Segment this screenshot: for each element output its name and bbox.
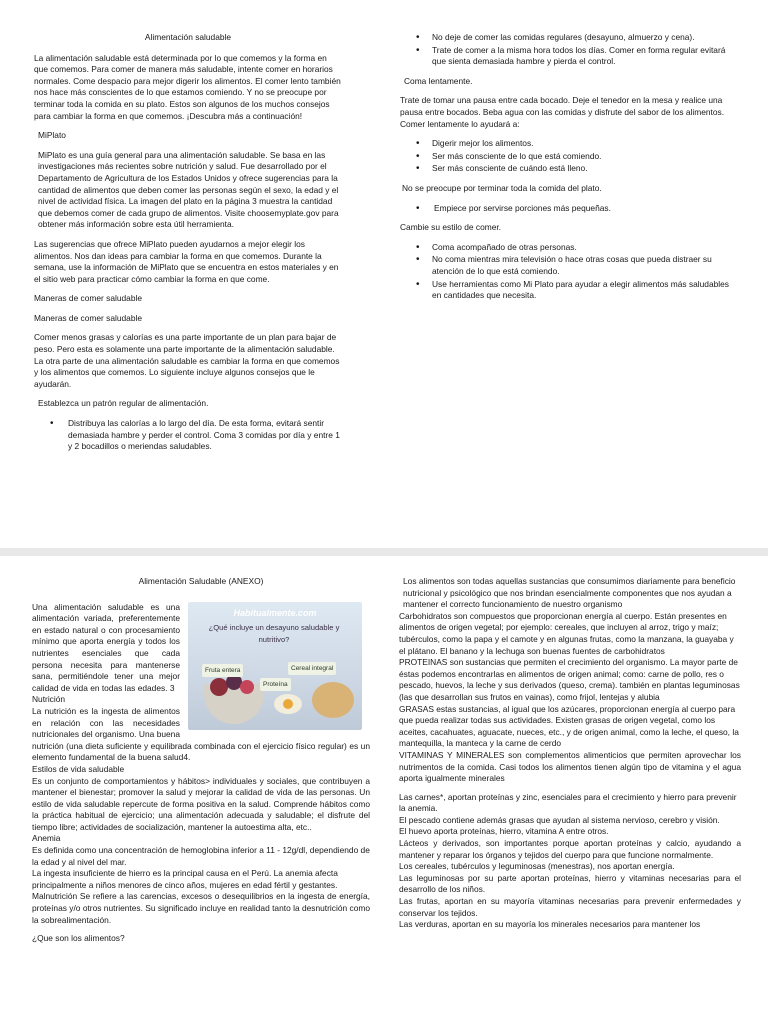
malnutricion-paragraph: Malnutrición Se refiere a las carencias, excesos o desequilibrios en la ingesta de energía, proteínas y/o otros nutrientes. Su significado incluye en realidad tanto la desnutrición como la sobrealimentación. [32,891,370,925]
cereal-shape [312,682,354,718]
plato-heading: No se preocupe por terminar toda la comida del plato. [402,182,602,193]
grasas-paragraph: GRASAS estas sustancias, al igual que los azúcares, proporcionan energía al cuerpo para que pueda realizar todas sus actividades. Existen grasas de origen vegetal, como los aceites, cacahuates, aguacate, nueces, etc., y de origen animal, como la leche, el queso, la mantequilla, la manteca y la carne de cerdo [399,703,739,749]
anemia-heading: Anemia [32,833,61,844]
list-item: • Digerir mejor los alimentos. [400,138,740,150]
list-item: • Trate de comer a la misma hora todos los días. Comer en forma regular evitará que sienta demasiada hambre y pierda el control. [400,45,740,68]
anemia-cause-paragraph: La ingesta insuficiente de hierro es la principal causa en el Perú. La anemia afecta principalmente a niños menores de cinco años, mujeres en edad fértil y gestantes. [32,868,338,890]
left-column [34,32,342,461]
patron-list [34,418,342,453]
breakfast-image [188,602,362,730]
verduras-paragraph: Las verduras, aportan en su mayoría los minerales necesarios para mantener los [399,919,701,930]
list-item: • Use herramientas como Mi Plato para ayudar a elegir alimentos más saludables en cantidades que necesita. [400,279,740,302]
list-item: • Ser más consciente de cuándo está lleno. [400,163,740,175]
plato-list [400,203,740,215]
yolk-shape [283,699,293,709]
pescado-paragraph: El pescado contiene además grasas que ayudan al sistema nervioso, cerebro y visión. [399,814,720,825]
list-item: • No coma mientras mira televisión o hace otras cosas que pueda distraer su atención de lo que está comiendo. [400,254,740,277]
image-brand-text: Habitualmente.com [233,607,317,618]
proteinas-paragraph: PROTEINAS son sustancias que permiten el crecimiento del organismo. La mayor parte de éstas podemos encontrarlas en alimentos de origen animal; como: carne de pollo, res o pescado, huevos, la leche y sus derivados (queso, crema). también en plantas leguminosas (las que desarrollan sus frutos en vainas), como frijol, lentejas y alubia [399,657,740,702]
nutricion-paragraph: La nutrición es la ingesta de alimentos en relación con las necesidades nutricionales del organismo. Una buena nutrición (una dieta suficiente y equilibrada combinada con el ejercicio físico regular) es un elemento fundamental de la buena salud4. [32,705,370,763]
list-item: • Distribuya las calorías a lo largo del día. De esta forma, evitará sentir demasiada hambre y perder el control. Coma 3 comidas por día y entre 1 y 2 bocadillos o meriendas saludables. [34,418,342,453]
image-label-proteina: Proteína [260,678,291,692]
carnes-paragraph: Las carnes*, aportan proteínas y zinc, esenciales para el crecimiento y hierro para prevenir la anemia. [399,791,737,814]
annex-title-main: Alimentación Saludable [138,576,227,586]
document-page-2 [0,556,768,1024]
fruit-shape [240,680,254,694]
miplato-heading: MiPlato [38,130,66,141]
list-item: • Empiece por servirse porciones más pequeñas. [400,203,740,215]
image-question-text: ¿Qué incluye un desayuno saludable y nutritivo? [208,622,340,644]
cereales-paragraph: Los cereales, tubérculos y leguminosas (menestras), nos aportan energía. [399,861,675,872]
list-item: • Coma acompañado de otras personas. [400,242,740,254]
estilo-heading: Cambie su estilo de comer. [400,222,502,233]
estilos-heading: Estilos de vida saludable [32,763,125,774]
carbohidratos-paragraph: Carbohidratos son compuestos que proporcionan energía al cuerpo. Están presentes en alimentos de origen vegetal; por ejemplo: cereales, que incluyen al arroz, trigo y maíz; tubérculos, como la papa y el camote y en algunas frutas, como la manzana, la guayaba y el plátano. El banano y la lechuga son buenas fuentes de carbohidratos [399,610,734,656]
vitaminas-paragraph: VITAMINAS Y MINERALES son complementos alimenticios que permiten aprovechar los nutrimentos de la comida. Casi todos los alimentos tienen algún tipo de vitamina y el agua aporta igualmente minerales [399,749,741,784]
alimentos-paragraph: Los alimentos son todas aquellas sustancias que consumimos diariamente para beneficio nutricional y psicológico que nos brindan esencialmente componentes que nos ayudan a mantener el correcto funcionamiento de nuestro organismo [403,576,736,610]
lento-heading: Coma lentamente. [404,75,473,86]
image-label-cereal: Cereal integral [288,662,336,676]
estilos-paragraph: Es un conjunto de comportamientos y hábitos> individuales y sociales, que contribuyen a mantener el bienestar; promover la salud y mejorar la calidad de vida de las personas. Un estilo de vida saludable repercute de forma positiva en la salud. Comprende hábitos como la práctica habitual de ejercicio; una alimentación adecuada y saludable; el disfrute del tiempo libre; actividades de socialización, mantener la autoestima alta, etc.. [32,775,370,832]
estilo-list [400,242,740,302]
huevo-paragraph: El huevo aporta proteínas, hierro, vitamina A entre otros. [399,826,609,837]
lento-list [400,138,740,175]
right-column [400,32,740,310]
left-column [32,576,370,945]
list-item: • No deje de comer las comidas regulares (desayuno, almuerzo y cena). [400,32,740,44]
intro-paragraph: La alimentación saludable está determinada por lo que comemos y la forma en que comemos. Para comer de manera más saludable, intente comer en horarios normales. Come despacio para mejor digerir los alimentos. El comer lento también nos hace más conscientes de lo que estamos comiendo. Y no se preocupe por terminar toda la comida en su plato. Estos son algunos de los muchos consejos para cambiar la forma en que comemos. ¡Descubra más a continuación! [34,52,341,121]
annex-title [32,576,370,588]
regular-meals-list [400,32,740,68]
annex-title-suffix: (ANEXO) [226,576,264,586]
miplato-suggestions-paragraph: Las sugerencias que ofrece MiPlato pueden ayudarnos a mejor elegir los alimentos. Nos dan ideas para cambiar la forma en que comemos. Durante la semana, use la información de MiPlato que se encuentra en estos materiales y en el sitio web para practicar cómo cambiar la forma en que come. [34,238,339,284]
image-label-fruta: Fruta entera [202,664,243,678]
alimentos-question-heading: ¿Que son los alimentos? [32,933,125,944]
section-heading: Maneras de comer saludable [34,293,143,304]
frutas-paragraph: Las frutas, aportan en su mayoría vitaminas necesarias para prevenir enfermedades y conservar los tejidos. [399,896,741,918]
miplato-paragraph: MiPlato es una guía general para una alimentación saludable. Se basa en las investigaciones más recientes sobre nutrición y salud. Fue desarrollado por el Departamento de Agricultura de los Estados Unidos y ofrece sugerencias para la cantidad de alimentos que deben comer las personas según el sexo, la edad y el nivel de actividad física. La imagen del plato en la página 3 muestra la cantidad que debemos comer de cada grupo de alimentos. Visite choosemyplate.gov para obtener más información sobre esta útil herramienta. [38,149,339,230]
section-heading: Maneras de comer saludable [34,312,143,323]
page-title: Alimentación saludable [144,32,232,42]
lento-paragraph: Trate de tomar una pausa entre cada bocado. Deje el tenedor en la mesa y realice una pausa entre bocados. Beba agua con las comidas y disfrute del sabor de los alimentos. Comer lentamente lo ayudará a: [400,95,725,129]
nutricion-heading: Nutrición [32,694,66,705]
anemia-paragraph: Es definida como una concentración de hemoglobina inferior a 11 - 12g/dl, dependiendo de la edad y al nivel del mar. [32,845,370,867]
right-column [399,576,741,931]
annex-intro: Una alimentación saludable es una alimentación variada, preferentemente en estado natural o con procesamiento mínimo que aporta energía y todos los nutrientes esenciales que cada persona necesita para mantenerse sana, permitiéndole tener una mejor calidad de vida en todas las edades. 3 [32,601,180,693]
list-item: • Ser más consciente de lo que está comiendo. [400,151,740,163]
patron-heading: Establezca un patrón regular de alimentación. [38,398,209,409]
maneras-paragraph: Comer menos grasas y calorías es una parte importante de un plan para bajar de peso. Pero esta es solamente una parte importante de la alimentación saludable. La otra parte de una alimentación saludable es cambiar la forma en que comemos y los alimentos que comemos. Lo siguiente incluye algunos consejos que le ayudarán. [34,332,340,389]
lacteos-paragraph: Lácteos y derivados, son importantes porque aportan proteínas y calcio, ayudando a mantener y reparar los órganos y tejidos del cuerpo para que funcione normalmente. [399,838,741,860]
leguminosas-paragraph: Las leguminosas por su parte aportan proteínas, hierro y vitaminas necesarias para el desarrollo de los niños. [399,872,741,895]
